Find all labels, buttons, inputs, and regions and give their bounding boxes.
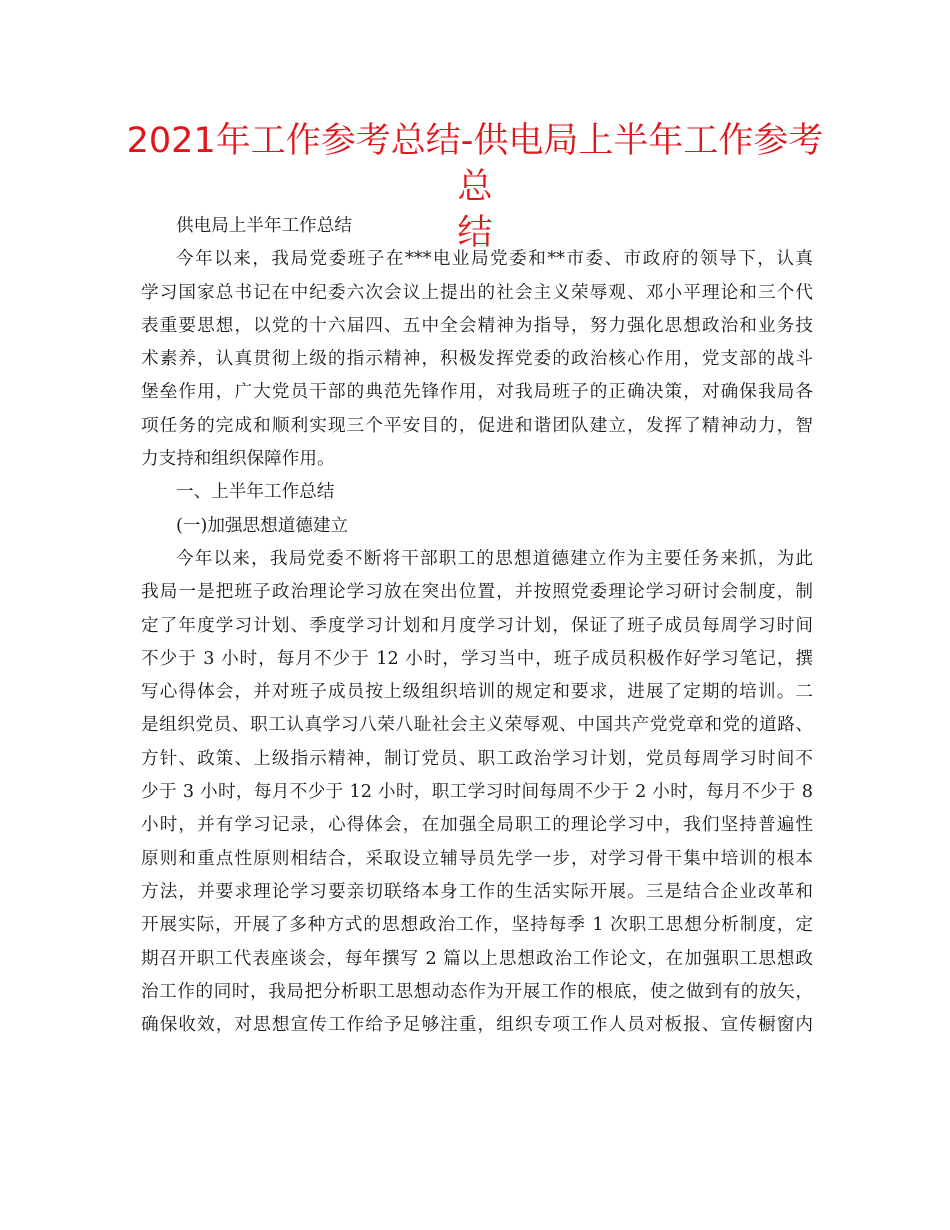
body-line: 不少于 3 小时，每月不少于 12 小时，学习当中，班子成员积极作好学习笔记，撰	[141, 648, 813, 669]
body-line: 治工作的同时，我局把分析职工思想动态作为开展工作的根底，使之做到有的放矢，	[141, 981, 813, 1002]
body-line: 期召开职工代表座谈会，每年撰写 2 篇以上思想政治工作论文，在加强职工思想政	[141, 948, 813, 969]
body-line: 写心得体会，并对班子成员按上级组织培训的规定和要求，进展了定期的培训。二	[141, 682, 813, 703]
body-line: 原则和重点性原则相结合，采取设立辅导员先学一步，对学习骨干集中培训的根本	[141, 848, 813, 869]
body-line: 定了年度学习计划、季度学习计划和月度学习计划，保证了班子成员每周学习时间	[141, 615, 813, 636]
body-line: 表重要思想，以党的十六届四、五中全会精神为指导，努力强化思想政治和业务技	[141, 315, 813, 336]
body-line: 力支持和组织保障作用。	[141, 449, 335, 470]
body-line: 供电局上半年工作总结	[176, 216, 352, 236]
body-line: 堡垒作用，广大党员干部的典范先锋作用，对我局班子的正确决策，对确保我局各	[141, 382, 813, 403]
body-line: 我局一是把班子政治理论学习放在突出位置，并按照党委理论学习研讨会制度，制	[141, 582, 813, 603]
body-line: 方针、政策、上级指示精神，制订党员、职工政治学习计划，党员每周学习时间不	[141, 748, 813, 769]
body-line: 今年以来，我局党委班子在***电业局党委和**市委、市政府的领导下，认真	[176, 249, 813, 270]
body-line: 少于 3 小时，每月不少于 12 小时，职工学习时间每周不少于 2 小时，每月不少于 8	[141, 782, 813, 803]
document-body	[141, 210, 813, 1042]
body-line: 方法，并要求理论学习要亲切联络本身工作的生活实际开展。三是结合企业改革和	[141, 881, 813, 902]
body-line: 学习国家总书记在中纪委六次会议上提出的社会主义荣辱观、邓小平理论和三个代	[141, 282, 813, 303]
title-line-2: 结	[457, 213, 493, 253]
body-line: 小时，并有学习记录，心得体会，在加强全局职工的理论学习中，我们坚持普遍性	[141, 815, 813, 836]
body-line: 一、上半年工作总结	[176, 482, 335, 503]
body-line: (一)加强思想道德建立	[176, 515, 349, 536]
body-line: 确保收效，对思想宣传工作给予足够注重，组织专项工作人员对板报、宣传橱窗内	[141, 1015, 813, 1036]
body-line: 项任务的完成和顺利实现三个平安目的，促进和谐团队建立，发挥了精神动力，智	[141, 415, 813, 436]
body-line: 是组织党员、职工认真学习八荣八耻社会主义荣辱观、中国共产党党章和党的道路、	[141, 715, 813, 736]
body-line: 今年以来，我局党委不断将干部职工的思想道德建立作为主要任务来抓，为此	[176, 548, 813, 569]
body-line: 术素养，认真贯彻上级的指示精神，积极发挥党委的政治核心作用，党支部的战斗	[141, 349, 813, 370]
body-line: 开展实际，开展了多种方式的思想政治工作，坚持每季 1 次职工思想分析制度，定	[141, 915, 813, 936]
title-line-1: 2021年工作参考总结-供电局上半年工作参考总	[126, 121, 824, 207]
